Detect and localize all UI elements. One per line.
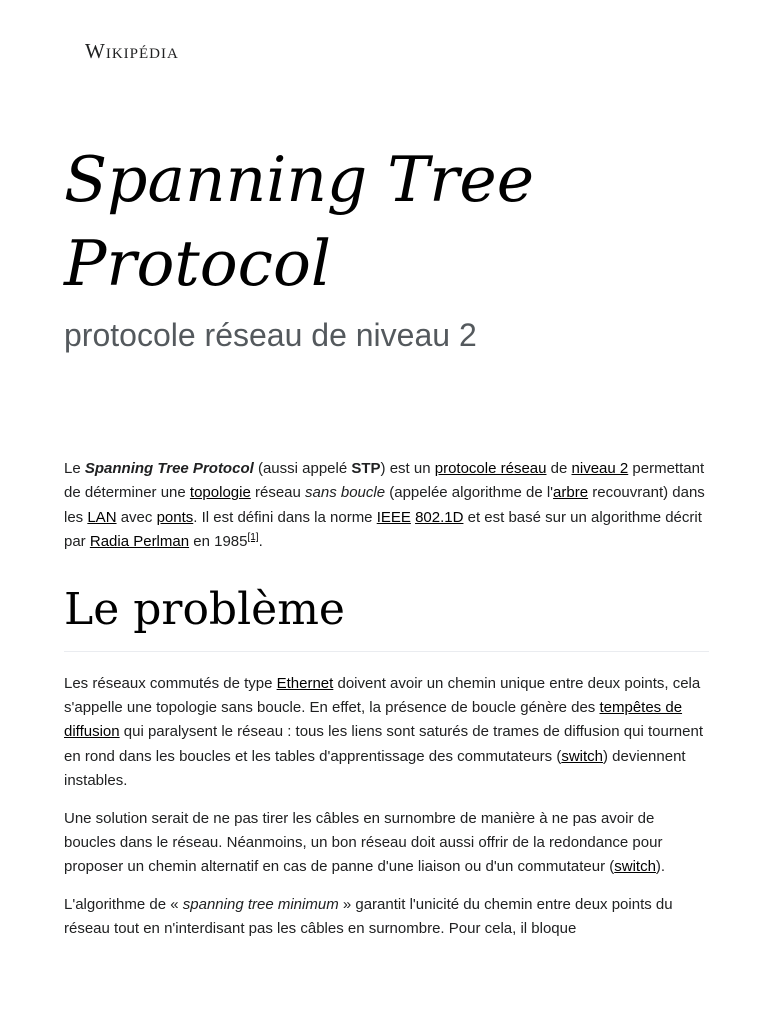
section-heading-le-probleme: Le problème: [64, 577, 709, 652]
link-tempetes-de-diffusion[interactable]: tempêtes de diffusion: [64, 699, 683, 741]
section-paragraph: Une solution serait de ne pas tirer les câbles en surnombre de manière à ne pas avoir de boucles dans le réseau. Néanmoins, un bon réseau doit aussi offrir de la redondance pour proposer un chemin alternatif en cas de panne d'une liaison ou d'un commutateur (switch).: [64, 809, 666, 876]
link-ethernet[interactable]: Ethernet: [276, 674, 334, 692]
intro-paragraph: Le Spanning Tree Protocol (aussi appelé STP) est un protocole réseau de niveau 2 permettant de déterminer une topologie réseau sans boucle (appelée algorithme de l'arbre recouvrant) dans les LAN avec ponts. Il est défini dans la norme IEEE 802.1D et est basé sur un algorithme décrit par Radia Perlman en 1985[1].: [64, 460, 705, 551]
link-niveau-2[interactable]: niveau 2: [571, 460, 629, 477]
link-protocole-reseau[interactable]: protocole réseau: [434, 460, 547, 477]
section-paragraph: L'algorithme de « spanning tree minimum » garantit l'unicité du chemin entre deux points du réseau tout en n'interdisant pas les câbles en surnombre. Pour cela, il bloque: [64, 895, 673, 938]
page-title: Spanning Tree Protocol: [64, 143, 534, 300]
link-lan[interactable]: LAN: [87, 508, 117, 526]
wikipedia-logo[interactable]: Wikipédia: [85, 39, 179, 63]
link-topologie[interactable]: topologie: [189, 484, 251, 502]
link-ieee[interactable]: IEEE: [376, 508, 411, 526]
reference-link[interactable]: [1]: [247, 532, 259, 544]
abbr-stp: STP: [351, 460, 381, 477]
section-body: [64, 672, 709, 942]
page-subtitle: protocole réseau de niveau 2: [64, 317, 477, 353]
link-ponts[interactable]: ponts: [156, 508, 194, 526]
link-switch[interactable]: switch: [614, 858, 656, 876]
section-paragraph: Les réseaux commutés de type Ethernet doivent avoir un chemin unique entre deux points, cela s'appelle une topologie sans boucle. En effet, la présence de boucle génère des tempêtes de diffusion qui paralysent le réseau : tous les liens sont saturés de trames de diffusion qui tournent en rond dans les boucles et les tables d'apprentissage des commutateurs (switch) deviennent instables.: [64, 674, 704, 790]
link-arbre[interactable]: arbre: [553, 484, 589, 502]
link-radia-perlman[interactable]: Radia Perlman: [89, 533, 190, 551]
term-emphasis: Spanning Tree Protocol: [84, 460, 254, 477]
link-switch[interactable]: switch: [561, 747, 604, 765]
link-802-1d[interactable]: 802.1D: [415, 508, 464, 526]
article-content: [64, 457, 709, 955]
